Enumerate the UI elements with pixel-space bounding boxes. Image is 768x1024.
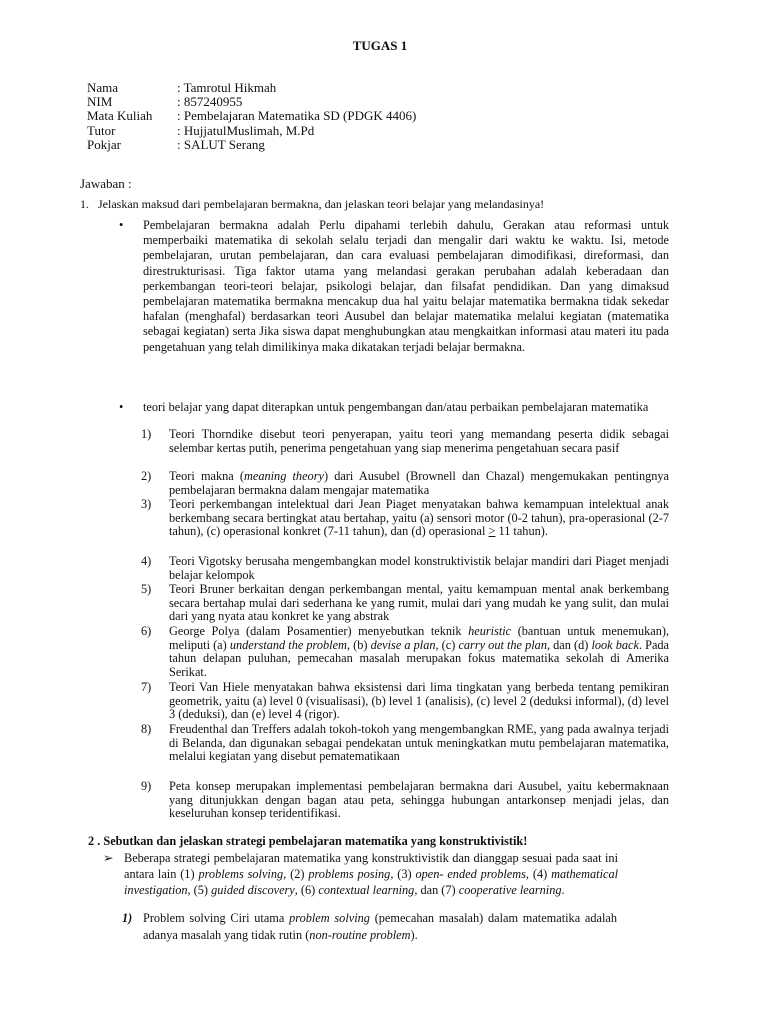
list-number: 1): [141, 427, 152, 441]
italic-term: understand the problem: [229, 637, 347, 652]
answer-label: Jawaban :: [80, 176, 132, 191]
text-segment: . Pada tahun delapan puluhan, pemecahan masalah merupakan fokus matematika sekolah di Amerika Serikat.: [169, 637, 670, 679]
text-segment: , (3): [390, 867, 412, 882]
info-row-mata-kuliah: [87, 109, 416, 123]
list-number: 5): [141, 582, 152, 596]
text-segment: , dan (7): [414, 883, 456, 898]
italic-term: meaning theory: [244, 469, 324, 483]
text-segment: (bantuan untuk menemukan), meliputi (a): [169, 624, 670, 652]
question-1: [80, 197, 544, 212]
text-segment: , (c): [435, 637, 456, 652]
list-text: Teori Vigotsky berusaha mengembangkan model konstruktivistik belajar mandiri dari Piaget menjadi belajar kelompok: [169, 554, 669, 582]
bullet-paragraph: teori belajar yang dapat diterapkan untuk pengembangan dan/atau perbaikan pembelajaran matematika: [143, 400, 649, 414]
info-label: NIM: [87, 94, 113, 110]
text-segment: Teori makna (: [169, 469, 244, 483]
info-row-pokjar: [87, 138, 416, 152]
text-segment: Beberapa strategi pembelajaran matematika yang konstruktivistik dan dianggap sesuai pada saat ini antara lain (1): [124, 851, 618, 882]
list-text: Freudenthal dan Treffers adalah tokoh-tokoh yang mengembangkan RME, yang pada awalnya terjadi di Belanda, dan digunakan sebagai pendekatan untuk meningkatkan mutu pembelajaran matematika, melalui kegiatan yang disebut pematematikaan: [169, 722, 669, 764]
list-text: Peta konsep merupakan implementasi pembelajaran bermakna dari Ausubel, yaitu kebermaknaan yang ditunjukkan dengan bagan atau peta, sehingga hubungan antarkonsep menjadi jelas, dan keseluruhan konsep teridentifikasi.: [169, 779, 669, 821]
text-segment: George Polya (dalam Posamentier) menyebutkan teknik: [169, 624, 462, 638]
info-label: Mata Kuliah: [87, 108, 153, 124]
text-segment: , (4): [525, 867, 548, 882]
question-number: 1.: [80, 197, 89, 211]
italic-term: contextual learning: [318, 883, 415, 898]
italic-term: guided discovery: [211, 883, 295, 898]
question-text: Jelaskan maksud dari pembelajaran bermakna, dan jelaskan teori belajar yang melandasinya!: [98, 197, 545, 211]
list-text: Teori Thorndike disebut teori penyerapan, yaitu teori yang memandang peserta didik sebagai selembar kertas putih, penerima pengetahuan yang siap menerima pengetahuan secara pasif: [169, 427, 669, 455]
text-segment: 11 tahun).: [498, 524, 548, 539]
info-label: Pokjar: [87, 136, 121, 152]
list-number: 2): [141, 469, 152, 483]
italic-term: problems solving: [198, 867, 284, 882]
bullet-lead: Pembelajaran bermakna adalah: [143, 218, 310, 232]
list-number: 7): [141, 680, 152, 694]
info-value: : Pembelajaran Matematika SD (PDGK 4406): [177, 108, 417, 124]
question-2-heading: 2 . Sebutkan dan jelaskan strategi pembelajaran matematika yang konstruktivistik!: [88, 834, 528, 848]
italic-term: carry out the plan: [458, 637, 547, 652]
bullet-icon: •: [119, 218, 124, 232]
list-number: 9): [141, 779, 152, 793]
italic-term: problems posing: [308, 867, 391, 882]
info-row-tutor: [87, 124, 416, 138]
italic-term: heuristic: [468, 624, 512, 638]
text-segment: , (5): [187, 883, 209, 898]
info-value: : SALUT Serang: [177, 136, 265, 152]
text-segment: , (2): [283, 867, 305, 882]
document-title: TUGAS 1: [352, 38, 408, 53]
text-segment: (pemecahan masalah) dalam matematika adalah adanya masalah yang tidak rutin (: [143, 911, 617, 942]
greater-equal-symbol: >: [488, 524, 496, 539]
text-segment: ) dari Ausubel (Brownell dan Chazal) mengemukakan pentingnya pembelajaran bermakna dalam mengajar matematika: [169, 469, 669, 497]
info-row-nim: [87, 95, 416, 109]
bullet-paragraph: [143, 218, 669, 355]
text-segment: , dan (d): [546, 637, 589, 652]
list-text: [169, 498, 669, 539]
strategy-text: [143, 910, 617, 943]
text-segment: , (b): [346, 637, 368, 652]
text-segment: Problem solving Ciri utama: [143, 911, 285, 925]
info-row-nama: [87, 81, 416, 95]
list-text: Teori Bruner berkaitan dengan perkembangan mental, yaitu kemampuan mental anak berkembang secara bertahap mulai dari sederhana ke yang rumit, mulai dari yang mudah ke yang sulit, dan mulai dari yang nyata atau konkret ke yang abstrak: [169, 582, 669, 624]
text-segment: Teori perkembangan intelektual dari Jean Piaget menyatakan bahwa kemampuan intelektual anak berkembang secara bertingkat atau bertahap, yaitu (a) sensori motor (0-2 tahun), pra-operasional (2-7 tahun), (c) operasional konkret (7-11 tahun), dan (d) operasional: [169, 497, 669, 539]
italic-term: problem solving: [289, 911, 370, 925]
strategy-paragraph: [124, 850, 618, 899]
info-label: Nama: [87, 80, 119, 95]
info-value: : Tamrotul Hikmah: [177, 80, 277, 95]
bullet-icon: •: [119, 400, 124, 414]
list-number: 1): [122, 911, 133, 925]
student-info: [87, 81, 416, 152]
text-segment: .: [561, 883, 565, 898]
italic-term: open- ended problems: [415, 867, 526, 882]
list-text: Teori Van Hiele menyatakan bahwa eksistensi dari lima tingkatan yang berbeda tentang pemikiran geometrik, yaitu (a) level 0 (visualisasi), (b) level 1 (analisis), (c) level 2 (deduksi informal), (d) level 3 (deduksi), dan (e) level 4 (rigor).: [169, 680, 669, 722]
list-number: 6): [141, 624, 152, 638]
list-text: [169, 470, 669, 497]
arrow-bullet-icon: ➢: [103, 851, 114, 865]
list-number: 4): [141, 554, 152, 568]
list-number: 8): [141, 722, 152, 736]
list-number: 3): [141, 497, 152, 511]
bullet-body: Perlu dipahami terlebih dahulu, Gerakan atau reformasi untuk memperbaiki matematika di sekolah selalu terjadi dan mengalir dari waktu ke waktu. Isi, metode pembelajaran, urutan pembelajaran, dan cara evaluasi pembelajaran dimodifikasi, direformasi, dan direstrukturisasi. Tiga faktor utama yang melandasi gerakan perubahan adalah keberadaan dan perkembangan teori-teori belajar, psikologi belajar, dan filsafat pendidikan. Dan yang dimaksud pembelajaran matematika bermakna mencakup dua hal yaitu belajar matematika bermakna tidak sekedar hafalan (menghafal) berdasarkan teori Ausubel dan belajar matematika melalui kegiatan (matematika sebagai kegiatan) serta Jika siswa dapat menghubungkan atau mengkaitkan informasi atau materi itu pada pengetahuan yang telah dimilikinya maka dikatakan terjadi belajar bermakna.: [143, 218, 669, 354]
text-segment: , (6): [294, 883, 316, 898]
list-text: [169, 625, 669, 679]
italic-term: non-routine problem: [309, 927, 411, 942]
info-value: : 857240955: [177, 94, 243, 110]
italic-term: cooperative learning: [458, 883, 562, 898]
italic-term: look back: [591, 637, 639, 652]
info-label: Tutor: [87, 122, 116, 138]
italic-term: devise a plan: [370, 637, 436, 652]
text-segment: ).: [410, 927, 418, 942]
info-value: : HujjatulMuslimah, M.Pd: [177, 122, 315, 138]
italic-term: mathematical investigation: [124, 867, 619, 898]
